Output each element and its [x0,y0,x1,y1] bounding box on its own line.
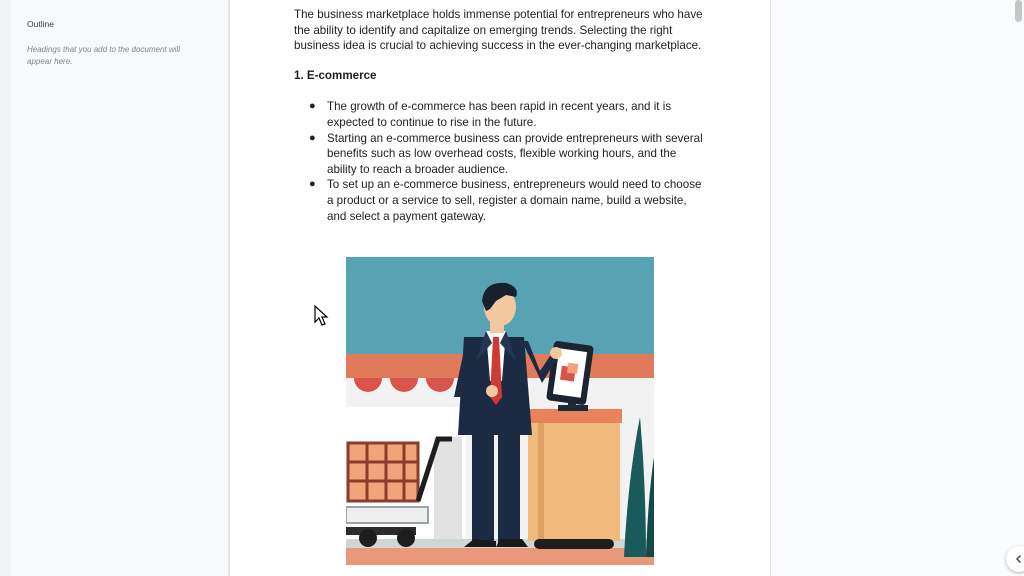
ecommerce-illustration-graphic [346,257,654,565]
mouse-pointer-icon [314,305,330,327]
outline-empty-hint: Headings that you add to the document will appear here. [27,45,180,66]
outline-panel [11,0,229,576]
chevron-left-icon [1014,554,1024,564]
list-item[interactable] [294,131,704,178]
bullet-icon: ● [309,131,316,144]
right-margin [771,0,1024,576]
bullet-icon: ● [309,100,316,113]
list-item[interactable] [294,99,704,130]
bullet-text: Starting an e-commerce business can provide entrepreneurs with several benefits such as low overhead costs, flexible working hours, and the ability to reach a broader audience. [327,131,703,176]
vertical-scrollbar[interactable] [1015,0,1022,22]
document-body[interactable] [294,7,704,224]
window-left-edge [0,0,11,576]
list-item[interactable] [294,177,704,224]
section-heading[interactable]: 1. E-commerce [294,68,377,82]
bullet-icon: ● [309,178,316,191]
document-page[interactable] [229,0,771,576]
bullet-text: To set up an e-commerce business, entrepreneurs would need to choose a product or a service to sell, register a domain name, build a website, and select a payment gateway. [327,178,702,223]
bullet-list [294,99,704,224]
intro-paragraph[interactable]: The business marketplace holds immense potential for entrepreneurs who have the ability to identify and capitalize on emerging trends. Selecting the right business idea is crucial to achieving success in the ever-changing marketplace. [294,8,703,53]
bullet-text: The growth of e-commerce has been rapid in recent years, and it is expected to continue to rise in the future. [327,100,672,129]
ecommerce-illustration[interactable] [346,257,654,565]
outline-title: Outline [27,19,54,29]
